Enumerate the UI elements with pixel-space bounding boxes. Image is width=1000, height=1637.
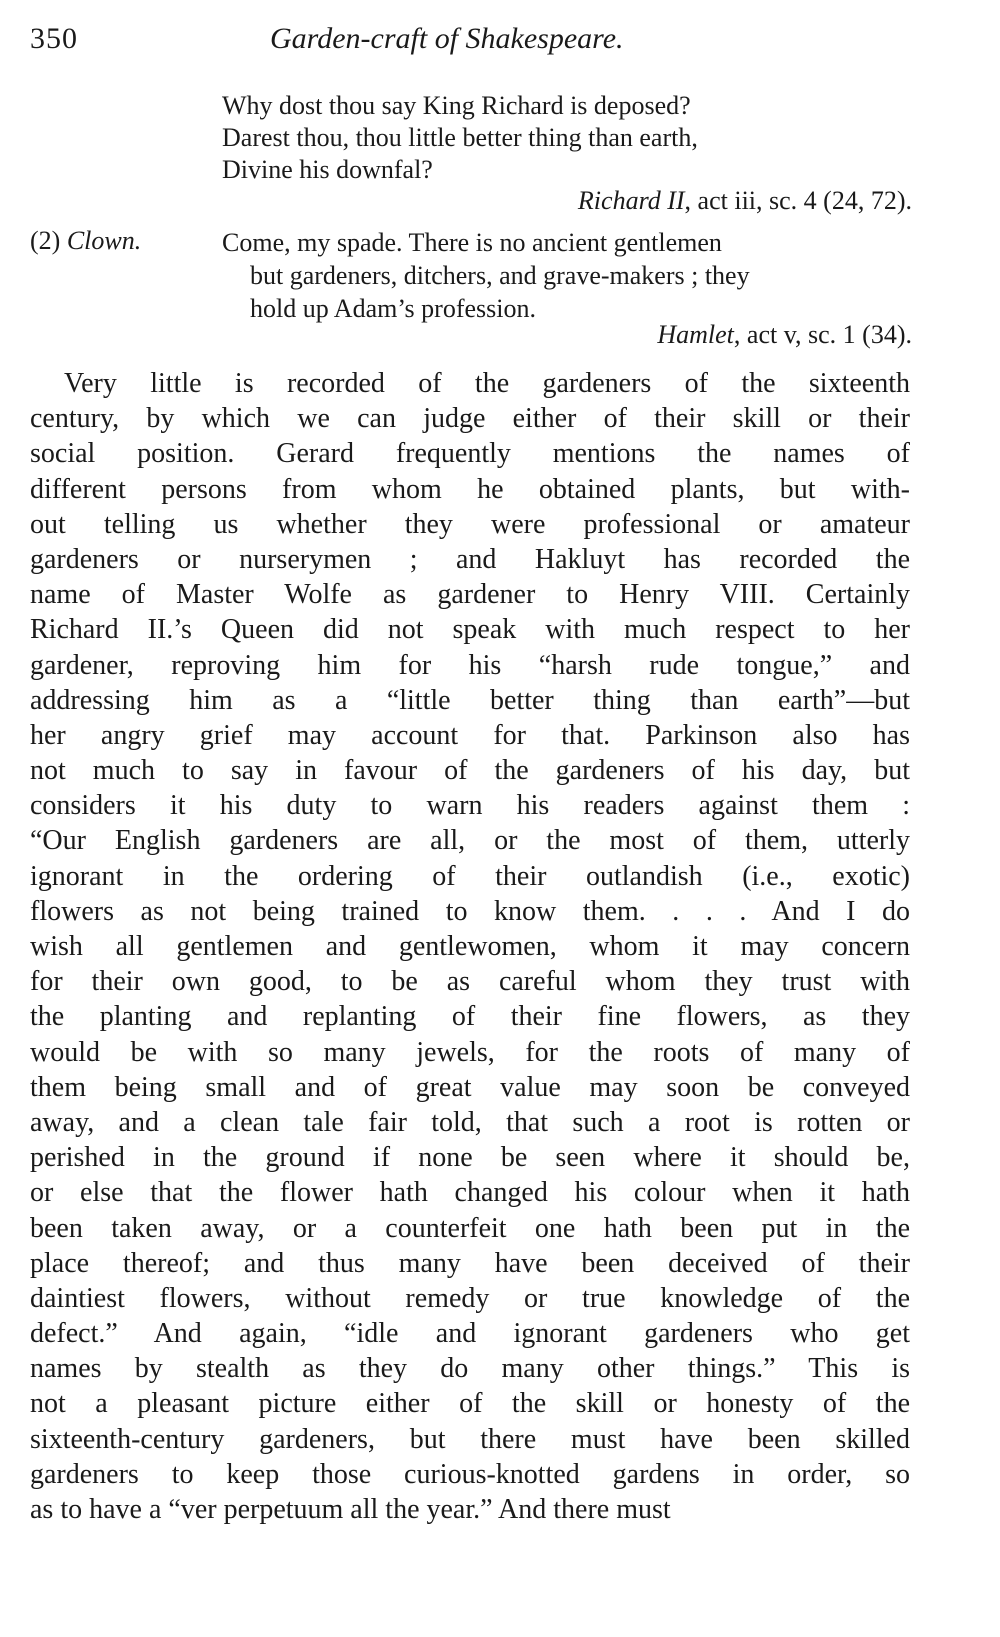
body-line: sixteenth-century gardeners, but there must have been skilled: [30, 1423, 910, 1455]
citation-work-title: Richard II: [577, 186, 685, 215]
speech-line: hold up Adam’s profession.: [250, 294, 536, 323]
body-line: gardeners or nurserymen ; and Hakluyt has recorded the: [30, 543, 910, 575]
body-line: considers it his duty to warn his readers against them :: [30, 790, 910, 822]
body-line: name of Master Wolfe as gardener to Henry VIII. Certainly: [30, 579, 910, 611]
body-line: Very little is recorded of the gardeners of the sixteenth: [64, 368, 910, 399]
body-line: place thereof; and thus many have been deceived of their: [30, 1247, 910, 1279]
body-line: the planting and replanting of their fine flowers, as they: [30, 1001, 910, 1033]
body-line: wish all gentlemen and gentlewomen, whom it may concern: [30, 931, 910, 962]
page-number: 350: [30, 22, 78, 55]
citation-reference: , act v, sc. 1 (34).: [733, 320, 912, 349]
body-line: century, by which we can judge either of their skill or their: [30, 403, 910, 435]
body-line: her angry grief may account for that. Parkinson also has: [30, 719, 910, 751]
body-line: perished in the ground if none be seen where it should be,: [30, 1142, 910, 1174]
verse-line: Darest thou, thou little better thing than earth,: [222, 123, 698, 152]
body-line: not a pleasant picture either of the skill or honesty of the: [30, 1388, 910, 1420]
body-line: out telling us whether they were professional or amateur: [30, 508, 910, 540]
page-header: [30, 22, 910, 62]
citation-reference: , act iii, sc. 4 (24, 72).: [684, 186, 912, 215]
body-line: daintiest flowers, without remedy or true knowledge of the: [30, 1282, 910, 1314]
body-paragraph: [30, 366, 910, 1527]
body-line: addressing him as a “little better thing than earth”—but: [30, 684, 910, 716]
body-line: not much to say in favour of the gardeners of his day, but: [30, 755, 910, 787]
body-line: been taken away, or a counterfeit one hath been put in the: [30, 1212, 910, 1244]
body-line: as to have a “ver perpetuum all the year.” And there must: [30, 1494, 671, 1525]
running-title: Garden-craft of Shakespeare.: [270, 22, 624, 55]
speaker-label: [30, 226, 141, 256]
citation-hamlet: [657, 320, 912, 350]
speech-text: [222, 226, 912, 325]
body-line: would be with so many jewels, for the roots of many of: [30, 1036, 910, 1068]
verse-line: Why dost thou say King Richard is deposed?: [222, 91, 691, 120]
quotation-number: (2): [30, 226, 61, 255]
body-line: defect.” And again, “idle and ignorant gardeners who get: [30, 1318, 910, 1350]
body-line: “Our English gardeners are all, or the most of them, utterly: [30, 825, 910, 857]
body-line: social position. Gerard frequently mentions the names of: [30, 438, 910, 470]
speaker-name: Clown.: [66, 226, 142, 255]
verse-line: Divine his downfal?: [222, 155, 433, 184]
body-line: different persons from whom he obtained plants, but with-: [30, 473, 910, 505]
speech-line: Come, my spade. There is no ancient gentlemen: [222, 228, 722, 257]
body-line: away, and a clean tale fair told, that such a root is rotten or: [30, 1106, 910, 1138]
body-line: flowers as not being trained to know them. . . . And I do: [30, 895, 910, 927]
body-line: Richard II.’s Queen did not speak with much respect to her: [30, 614, 910, 646]
body-line: gardener, reproving him for his “harsh rude tongue,” and: [30, 649, 910, 681]
body-line: them being small and of great value may soon be conveyed: [30, 1071, 910, 1103]
citation-richard: [578, 186, 912, 216]
body-line: gardeners to keep those curious-knotted gardens in order, so: [30, 1458, 910, 1490]
body-line: for their own good, to be as careful whom they trust with: [30, 966, 910, 998]
verse-quotation-richard: [222, 90, 912, 186]
body-line: ignorant in the ordering of their outlandish (i.e., exotic): [30, 860, 910, 892]
speech-line: but gardeners, ditchers, and grave-makers ; they: [250, 261, 750, 290]
body-line: names by stealth as they do many other things.” This is: [30, 1353, 910, 1385]
body-line: or else that the flower hath changed his colour when it hath: [30, 1177, 910, 1209]
citation-work-title: Hamlet: [657, 320, 734, 349]
